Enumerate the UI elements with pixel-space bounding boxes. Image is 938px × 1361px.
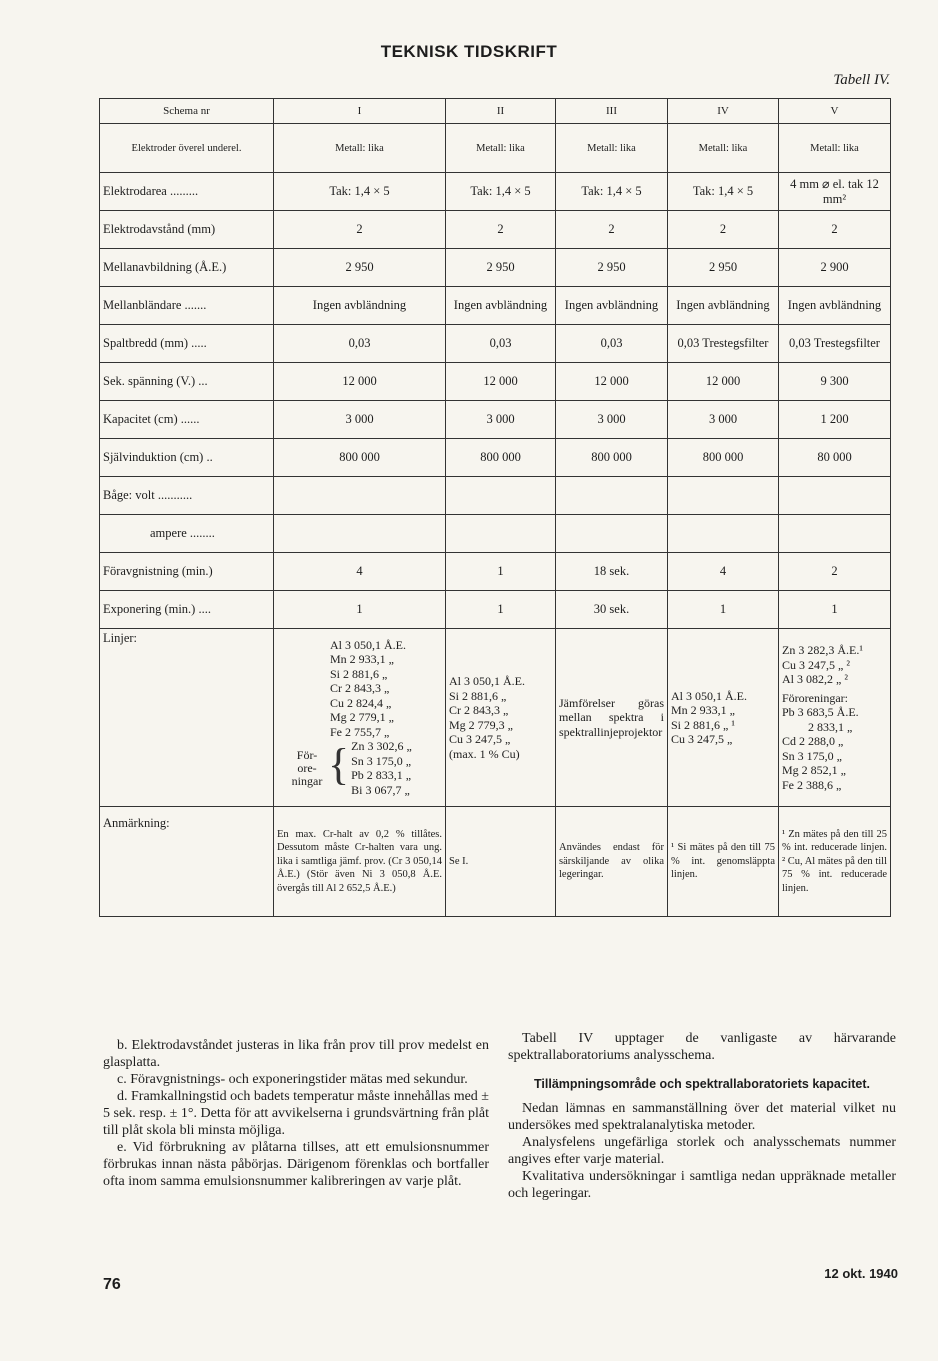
paragraph: Nedan lämnas en sammanställning över det material vilket nu undersökes med spektralanalytiska metoder.: [508, 1101, 896, 1133]
table-cell: 2: [556, 211, 668, 249]
row-label: Självinduktion (cm) ..: [100, 439, 274, 477]
note-cell: Se I.: [446, 807, 556, 917]
schema-label: Schema nr: [100, 99, 274, 124]
impurities-label: För- ore- ningar: [291, 748, 323, 789]
table-cell: [556, 477, 668, 515]
table-cell: [668, 477, 779, 515]
row-label: Exponering (min.) ....: [100, 591, 274, 629]
table-cell: Ingen avbländning: [274, 287, 446, 325]
table-row: [100, 401, 891, 439]
table-cell: 2 950: [446, 249, 556, 287]
table-cell: 30 sek.: [556, 591, 668, 629]
electrodes-row: [100, 124, 891, 173]
line-item: Zn 3 302,6 „: [351, 739, 412, 754]
line-item: Al 3 050,1 Å.E.: [449, 674, 525, 688]
table-cell: 2: [779, 211, 891, 249]
left-column-text: [103, 1037, 489, 1190]
row-label: Elektrodarea .........: [100, 173, 274, 211]
table-cell: Ingen avbländning: [556, 287, 668, 325]
line-item: Zn 3 282,3 Å.E.¹: [782, 643, 863, 657]
line-item: Bi 3 067,7 „: [351, 782, 410, 797]
table-cell: 2: [668, 211, 779, 249]
table-cell: 0,03 Trestegsfilter: [668, 325, 779, 363]
table-cell: Tak: 1,4 × 5: [668, 173, 779, 211]
table-cell: 80 000: [779, 439, 891, 477]
line-item: Al 3 082,2 „ ²: [782, 672, 848, 686]
table-cell: 3 000: [668, 401, 779, 439]
table-cell: 0,03 Trestegsfilter: [779, 325, 891, 363]
table-cell: 12 000: [668, 363, 779, 401]
line-item: Mg 2 779,1 „: [330, 710, 394, 725]
paragraph: d. Framkallningstid och badets temperatur måste innehållas med ± 5 sek. resp. ± 1°. Detta för att avvikelserna i grundsvärtning från plåt till plåt skola bli minsta möjliga.: [103, 1089, 489, 1138]
lines-row: [100, 629, 891, 807]
line-item: Al 3 050,1 Å.E.: [671, 688, 747, 703]
electrodes-label: Elektroder överel underel.: [100, 124, 274, 173]
lines-col-1: [274, 629, 446, 807]
table-cell: 2: [274, 211, 446, 249]
table-cell: 3 000: [274, 401, 446, 439]
line-item: Pb 3 683,5 Å.E.: [782, 705, 859, 719]
table-cell: 18 sek.: [556, 553, 668, 591]
table-cell: 1: [274, 591, 446, 629]
column-header: IV: [668, 99, 779, 124]
table-cell: [779, 477, 891, 515]
line-item: Cu 2 824,4 „: [330, 695, 392, 710]
row-label: Kapacitet (cm) ......: [100, 401, 274, 439]
line-item: Pb 2 833,1 „: [351, 768, 412, 783]
note-cell: ¹ Si mätes på den till 75 % int. genomsläppta linjen.: [668, 807, 779, 917]
line-item: Sn 3 175,0 „: [351, 753, 412, 768]
table-row: [100, 325, 891, 363]
row-label: Föravgnistning (min.): [100, 553, 274, 591]
table-cell: 0,03: [446, 325, 556, 363]
table-cell: Metall: lika: [779, 124, 891, 173]
line-item: (max. 1 % Cu): [449, 746, 520, 761]
column-header: III: [556, 99, 668, 124]
table-cell: 3 000: [446, 401, 556, 439]
line-item: Cu 3 247,5 „: [671, 732, 733, 746]
row-label: ampere ........: [100, 515, 274, 553]
paragraph: e. Vid förbrukning av plåtarna tillses, att ett emulsionsnummer förbrukas innan nästa påbörjas. Därigenom förenklas och bortfaller ofta inom samma emulsionsnummer kalibreringen av varje plåt.: [103, 1140, 489, 1189]
table-cell: 800 000: [274, 439, 446, 477]
table-cell: 1: [446, 591, 556, 629]
lines-col-4: [668, 629, 779, 807]
table-cell: [274, 515, 446, 553]
column-header: II: [446, 99, 556, 124]
note-cell: ¹ Zn mätes på den till 25 % int. reducerade linjen. ² Cu, Al mätes på den till 75 % int. reducerade linjen.: [779, 807, 891, 917]
line-item: Cr 2 843,3 „: [330, 681, 390, 696]
impurities-group: [286, 739, 442, 797]
table-cell: 2 950: [668, 249, 779, 287]
table-cell: Tak: 1,4 × 5: [556, 173, 668, 211]
notes-label: Anmärkning:: [100, 807, 274, 917]
row-label: Mellanavbildning (Å.E.): [100, 249, 274, 287]
line-item: Cr 2 843,3 „: [449, 703, 509, 717]
line-item: Al 3 050,1 Å.E.: [330, 637, 406, 652]
table-cell: 800 000: [556, 439, 668, 477]
table-cell: 12 000: [446, 363, 556, 401]
table-cell: 800 000: [668, 439, 779, 477]
right-column-text: [508, 1030, 896, 1202]
notes-row: [100, 807, 891, 917]
table-label: Tabell IV.: [833, 72, 890, 88]
table-row: [100, 211, 891, 249]
table-cell: [668, 515, 779, 553]
table-row: [100, 477, 891, 515]
table-row: [100, 439, 891, 477]
table-cell: 4: [668, 553, 779, 591]
line-item: Si 2 881,6 „: [449, 688, 507, 703]
line-item: Mn 2 933,1 „: [330, 652, 394, 667]
table-cell: 2 950: [274, 249, 446, 287]
line-item: Cu 3 247,5 „ ²: [782, 657, 850, 672]
journal-title: TEKNISK TIDSKRIFT: [380, 42, 558, 61]
row-label: Båge: volt ...........: [100, 477, 274, 515]
table-cell: [556, 515, 668, 553]
paragraph: Tabell IV upptager de vanligaste av härvarande spektrallaboratoriums analysschema.: [508, 1031, 896, 1063]
table-cell: [446, 515, 556, 553]
line-item: Sn 3 175,0 „: [782, 748, 842, 763]
table-row: [100, 173, 891, 211]
issue-date: 12 okt. 1940: [824, 1266, 898, 1281]
table-cell: 0,03: [556, 325, 668, 363]
line-item: Fe 2 755,7 „: [330, 724, 390, 739]
table-cell: 1: [668, 591, 779, 629]
line-item: Cd 2 288,0 „: [782, 734, 844, 748]
table-cell: 1 200: [779, 401, 891, 439]
line-item: Fe 2 388,6 „: [782, 777, 842, 792]
line-item: Si 2 881,6 „: [330, 666, 388, 681]
line-item: Cu 3 247,5 „: [449, 732, 511, 746]
table-cell: 12 000: [556, 363, 668, 401]
row-label: Spaltbredd (mm) .....: [100, 325, 274, 363]
table-cell: 2 950: [556, 249, 668, 287]
table-cell: Metall: lika: [274, 124, 446, 173]
note-cell: En max. Cr-halt av 0,2 % tillåtes. Dessutom måste Cr-halten vara ung. lika i samtliga jämf. prov. (Cr 3 050,14 Å.E.) (Stör även Ni 3 050,8 Å.E. övergås till Al 2 652,5 Å.E.): [274, 807, 446, 917]
table-cell: 2: [779, 553, 891, 591]
line-item: Mg 2 852,1 „: [782, 763, 846, 777]
lines-label: Linjer:: [100, 629, 274, 807]
note-cell: Användes endast för särskiljande av olika legeringar.: [556, 807, 668, 917]
page-number: 76: [103, 1276, 121, 1293]
line-item: Mn 2 933,1 „: [671, 703, 735, 717]
row-label: Sek. spänning (V.) ...: [100, 363, 274, 401]
section-heading: Tillämpningsområde och spektrallaboratoriets kapacitet.: [534, 1077, 870, 1091]
table-cell: Tak: 1,4 × 5: [446, 173, 556, 211]
table-cell: 800 000: [446, 439, 556, 477]
column-header: I: [274, 99, 446, 124]
header-row: [100, 99, 891, 124]
lines-col-5: [779, 629, 891, 807]
paragraph: b. Elektrodavståndet justeras in lika från prov till prov medelst en glasplatta.: [103, 1038, 489, 1070]
row-label: Elektrodavstånd (mm): [100, 211, 274, 249]
table-cell: 1: [779, 591, 891, 629]
table-cell: 4 mm ⌀ el. tak 12 mm²: [779, 173, 891, 211]
table-cell: [446, 477, 556, 515]
paragraph: Kvalitativa undersökningar i samtliga nedan uppräknade metaller och legeringar.: [508, 1169, 896, 1201]
lines-col-3: Jämförelser göras mellan spektra i spektrallinjeprojektor: [556, 629, 668, 807]
table-cell: 4: [274, 553, 446, 591]
table-cell: 2 900: [779, 249, 891, 287]
table-cell: 3 000: [556, 401, 668, 439]
line-item: Si 2 881,6 „ ¹: [671, 717, 735, 732]
table-cell: Metall: lika: [446, 124, 556, 173]
table-row: [100, 249, 891, 287]
table-row: [100, 363, 891, 401]
lines-col-2: [446, 629, 556, 807]
table-cell: 12 000: [274, 363, 446, 401]
brace-symbol: {: [328, 740, 350, 790]
table-cell: Ingen avbländning: [779, 287, 891, 325]
table-cell: 0,03: [274, 325, 446, 363]
table-row: [100, 287, 891, 325]
table-cell: [274, 477, 446, 515]
table-row: [100, 591, 891, 629]
table-row: [100, 515, 891, 553]
table-cell: 9 300: [779, 363, 891, 401]
table-cell: 2: [446, 211, 556, 249]
line-item: Mg 2 779,3 „: [449, 717, 513, 732]
table-cell: 1: [446, 553, 556, 591]
row-label: Mellanbländare .......: [100, 287, 274, 325]
table-cell: Metall: lika: [668, 124, 779, 173]
table-cell: Ingen avbländning: [446, 287, 556, 325]
table-row: [100, 553, 891, 591]
table-cell: [779, 515, 891, 553]
table-cell: Ingen avbländning: [668, 287, 779, 325]
column-header: V: [779, 99, 891, 124]
paragraph: Analysfelens ungefärliga storlek och analysschemats nummer angives efter varje material.: [508, 1135, 896, 1167]
analysis-schema-table: [99, 98, 891, 917]
paragraph: c. Föravgnistnings- och exponeringstider mätas med sekundur.: [117, 1072, 468, 1087]
impurities-heading: Föroreningar:: [782, 690, 848, 705]
table-cell: Tak: 1,4 × 5: [274, 173, 446, 211]
table-cell: Metall: lika: [556, 124, 668, 173]
line-item: 2 833,1 „: [808, 719, 853, 734]
